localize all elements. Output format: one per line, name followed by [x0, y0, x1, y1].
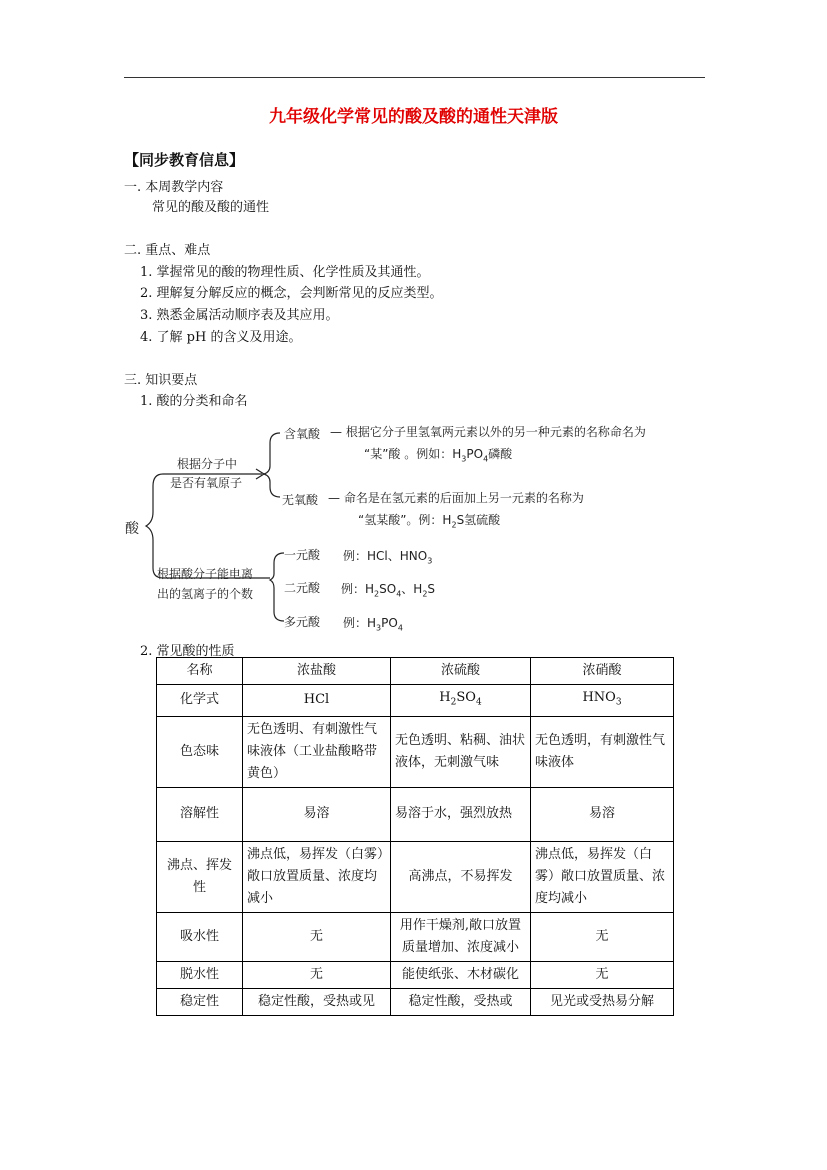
header-cell: 浓硫酸: [391, 658, 531, 685]
table-cell: 易溶于水，强烈放热: [391, 787, 531, 841]
table-cell: 见光或受热易分解: [531, 988, 674, 1015]
table-cell: 易溶: [531, 787, 674, 841]
acid-properties-table: [156, 657, 674, 1016]
branch-hydrogen-line1: 根据酸分子能电离: [157, 567, 254, 581]
document-title: 九年级化学常见的酸及酸的通性天津版: [269, 107, 558, 127]
diagram-root-acid: 酸: [125, 521, 139, 537]
section-1-heading: 一. 本周教学内容: [124, 180, 224, 195]
monoprotic-label: 一元酸: [284, 548, 321, 562]
diprotic-example: 例：$H_2SO_4$、$H_2S$: [341, 582, 436, 599]
table-row: [157, 685, 674, 717]
table-cell: 稳定性酸，受热或见: [243, 988, 391, 1015]
nonoxyacid-desc-line1: — 命名是在氢元素的后面加上另一元素的名称为: [328, 491, 584, 505]
table-cell: 无色透明、粘稠、油状液体，无刺激气味: [391, 716, 531, 787]
section-3-heading: 三. 知识要点: [124, 373, 198, 388]
table-header-row: [157, 658, 674, 685]
table-cell: 沸点低，易挥发（白雾）敞口放置质量、浓度均减小: [243, 841, 391, 912]
section-header: 【同步教育信息】: [124, 151, 245, 169]
table-cell: 无色透明、有刺激性气味液体（工业盐酸略带黄色）: [243, 716, 391, 787]
table-cell: 无色透明，有刺激性气味液体: [531, 716, 674, 787]
table-cell: 高沸点，不易挥发: [391, 841, 531, 912]
formula-hno3: $HNO_3$: [531, 685, 674, 717]
table-cell: 稳定性酸，受热或: [391, 988, 531, 1015]
table-row: [157, 787, 674, 841]
formula-h2so4: $H_2SO_4$: [391, 685, 531, 717]
branch-oxygen-line1: 根据分子中: [177, 457, 238, 471]
table-cell: 能使纸张、木材碳化: [391, 961, 531, 988]
row-label: 化学式: [157, 685, 243, 717]
header-cell: 浓硝酸: [531, 658, 674, 685]
row-label: 沸点、挥发性: [157, 841, 243, 912]
polyprotic-example: 例：$H_3PO_4$: [343, 616, 403, 633]
section-1-body: 常见的酸及酸的通性: [152, 200, 270, 215]
oxyacid-desc-line2: “某”酸 。例如：$H_3PO_4$磷酸: [364, 447, 513, 464]
table-cell: 沸点低，易挥发（白雾）敞口放置质量、浓度均减小: [531, 841, 674, 912]
header-cell: 浓盐酸: [243, 658, 391, 685]
polyprotic-label: 多元酸: [284, 615, 321, 629]
row-label: 稳定性: [157, 988, 243, 1015]
row-label: 脱水性: [157, 961, 243, 988]
table-cell: 无: [531, 912, 674, 961]
table-row: [157, 841, 674, 912]
diprotic-label: 二元酸: [284, 581, 321, 595]
nonoxyacid-label: 无氧酸: [282, 493, 319, 507]
table-row: [157, 988, 674, 1015]
section-3-sub2: 2. 常见酸的性质: [140, 644, 235, 659]
table-cell: 易溶: [243, 787, 391, 841]
row-label: 色态味: [157, 716, 243, 787]
section-2-item: 3. 熟悉金属活动顺序表及其应用。: [140, 308, 339, 323]
row-label: 溶解性: [157, 787, 243, 841]
oxyacid-desc-line1: — 根据它分子里氢氧两元素以外的另一种元素的名称命名为: [330, 425, 646, 439]
branch-oxygen-line2: 是否有氧原子: [170, 476, 243, 490]
oxyacid-label: 含氧酸: [284, 427, 321, 441]
table-row: [157, 912, 674, 961]
monoprotic-example: 例：HCl、$HNO_3$: [343, 549, 433, 566]
row-label: 吸水性: [157, 912, 243, 961]
section-2-heading: 二. 重点、难点: [124, 243, 211, 258]
table-row: [157, 961, 674, 988]
table-cell: 无: [243, 912, 391, 961]
branch-hydrogen-line2: 出的氢离子的个数: [157, 587, 254, 601]
nonoxyacid-desc-line2: “氢某酸”。例：$H_2S$氢硫酸: [358, 513, 501, 530]
section-2-item: 4. 了解 pH 的含义及用途。: [140, 330, 302, 345]
table-row: [157, 716, 674, 787]
table-cell: 无: [531, 961, 674, 988]
section-3-sub1: 1. 酸的分类和命名: [140, 394, 248, 409]
formula-hcl: HCl: [243, 685, 391, 717]
table-cell: 用作干燥剂,敞口放置质量增加、浓度减小: [391, 912, 531, 961]
header-cell: 名称: [157, 658, 243, 685]
table-cell: 无: [243, 961, 391, 988]
section-2-item: 1. 掌握常见的酸的物理性质、化学性质及其通性。: [140, 265, 430, 280]
section-2-item: 2. 理解复分解反应的概念，会判断常见的反应类型。: [140, 286, 443, 301]
